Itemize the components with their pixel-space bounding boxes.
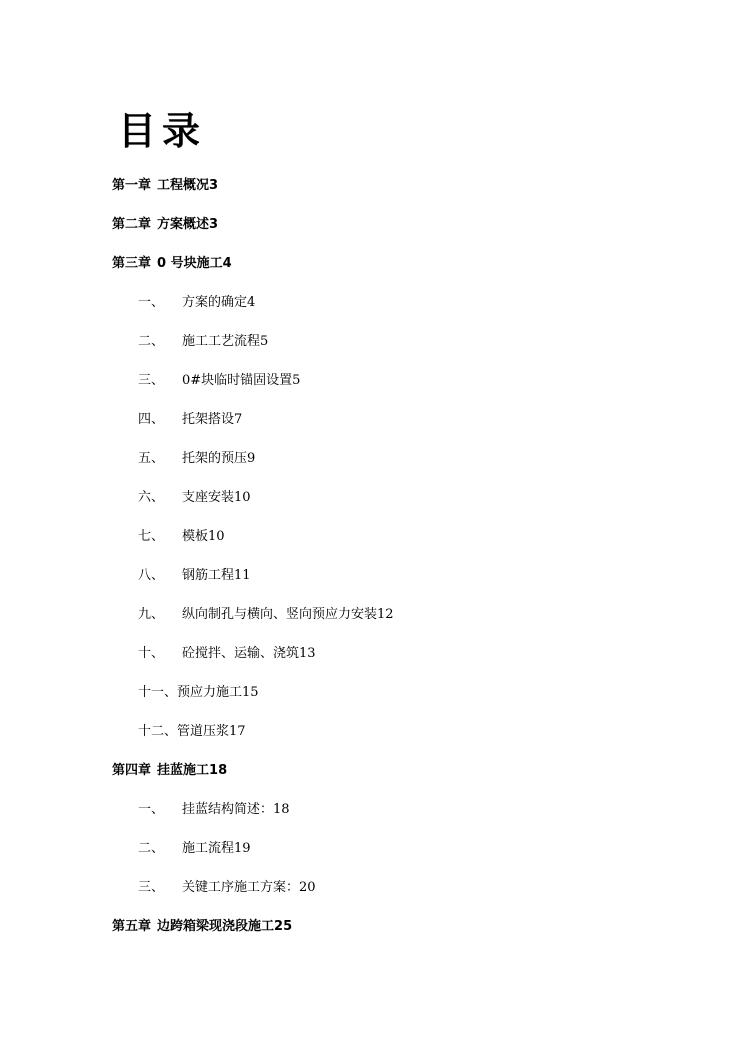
page-number: 7 <box>234 412 243 427</box>
toc-section-4-1[interactable] <box>138 801 290 819</box>
page-number: 18 <box>273 802 290 817</box>
toc-chapter-4[interactable] <box>112 762 227 780</box>
chapter-title: 挂蓝施工 <box>157 763 210 778</box>
section-title: 托架搭设 <box>182 412 235 427</box>
section-number: 十二、 <box>138 724 178 739</box>
toc-section-3-6[interactable] <box>138 489 251 507</box>
chapter-title: 方案概述 <box>157 217 210 232</box>
section-number: 二、 <box>138 334 165 349</box>
chapter-label: 第二章 <box>112 217 152 232</box>
toc-chapter-2[interactable] <box>112 216 218 234</box>
page-number: 12 <box>377 607 394 622</box>
toc-section-3-12[interactable] <box>138 723 246 741</box>
toc-section-3-5[interactable] <box>138 450 255 468</box>
section-title: 管道压浆 <box>177 724 230 739</box>
toc-section-3-7[interactable] <box>138 528 225 546</box>
section-title: 挂蓝结构简述： <box>182 802 274 817</box>
toc-chapter-5[interactable] <box>112 918 292 936</box>
chapter-title: 0 号块施工 <box>157 256 223 271</box>
chapter-label: 第一章 <box>112 178 152 193</box>
chapter-title: 工程概况 <box>157 178 210 193</box>
toc-section-3-8[interactable] <box>138 567 251 585</box>
section-number: 三、 <box>138 880 165 895</box>
page-number: 17 <box>229 724 246 739</box>
toc-chapter-3[interactable] <box>112 255 232 273</box>
section-title: 托架的预压 <box>182 451 248 466</box>
toc-section-3-9[interactable] <box>138 606 394 624</box>
page-number: 25 <box>274 919 293 934</box>
toc-section-3-1[interactable] <box>138 294 255 312</box>
section-title: 支座安装 <box>182 490 235 505</box>
page-number: 5 <box>292 373 301 388</box>
section-number: 五、 <box>138 451 165 466</box>
section-title: 纵向制孔与横向、竖向预应力安装 <box>182 607 378 622</box>
section-title: 砼搅拌、运输、浇筑 <box>182 646 300 661</box>
toc-section-3-10[interactable] <box>138 645 316 663</box>
page-number: 15 <box>242 685 259 700</box>
page-number: 4 <box>247 295 256 310</box>
section-title: 施工工艺流程 <box>182 334 261 349</box>
page-number: 3 <box>209 217 219 232</box>
section-number: 八、 <box>138 568 165 583</box>
page-number: 9 <box>247 451 256 466</box>
page-number: 18 <box>209 763 228 778</box>
section-number: 十一、 <box>138 685 178 700</box>
section-number: 十、 <box>138 646 165 661</box>
chapter-title: 边跨箱梁现浇段施工 <box>157 919 275 934</box>
page-number: 11 <box>234 568 251 583</box>
page-number: 5 <box>260 334 269 349</box>
toc-section-3-3[interactable] <box>138 372 300 390</box>
section-title: 0#块临时锚固设置 <box>182 373 293 388</box>
page-number: 13 <box>299 646 316 661</box>
page-number: 3 <box>209 178 219 193</box>
page-number: 10 <box>208 529 225 544</box>
page-title: 目录 <box>118 108 207 153</box>
toc-section-4-3[interactable] <box>138 879 316 897</box>
chapter-label: 第三章 <box>112 256 152 271</box>
toc-section-3-4[interactable] <box>138 411 242 429</box>
section-number: 二、 <box>138 841 165 856</box>
section-number: 一、 <box>138 802 165 817</box>
toc-section-4-2[interactable] <box>138 840 251 858</box>
section-title: 方案的确定 <box>182 295 248 310</box>
toc-section-3-2[interactable] <box>138 333 268 351</box>
page-number: 4 <box>222 256 232 271</box>
section-title: 预应力施工 <box>177 685 243 700</box>
toc-chapter-1[interactable] <box>112 177 218 195</box>
page-number: 20 <box>299 880 316 895</box>
section-title: 钢筋工程 <box>182 568 235 583</box>
section-number: 一、 <box>138 295 165 310</box>
chapter-label: 第四章 <box>112 763 152 778</box>
section-title: 关键工序施工方案： <box>182 880 300 895</box>
section-number: 六、 <box>138 490 165 505</box>
chapter-label: 第五章 <box>112 919 152 934</box>
section-number: 九、 <box>138 607 165 622</box>
section-title: 模板 <box>182 529 209 544</box>
section-number: 七、 <box>138 529 165 544</box>
page-number: 19 <box>234 841 251 856</box>
section-number: 四、 <box>138 412 165 427</box>
section-number: 三、 <box>138 373 165 388</box>
toc-section-3-11[interactable] <box>138 684 259 702</box>
section-title: 施工流程 <box>182 841 235 856</box>
page-number: 10 <box>234 490 251 505</box>
